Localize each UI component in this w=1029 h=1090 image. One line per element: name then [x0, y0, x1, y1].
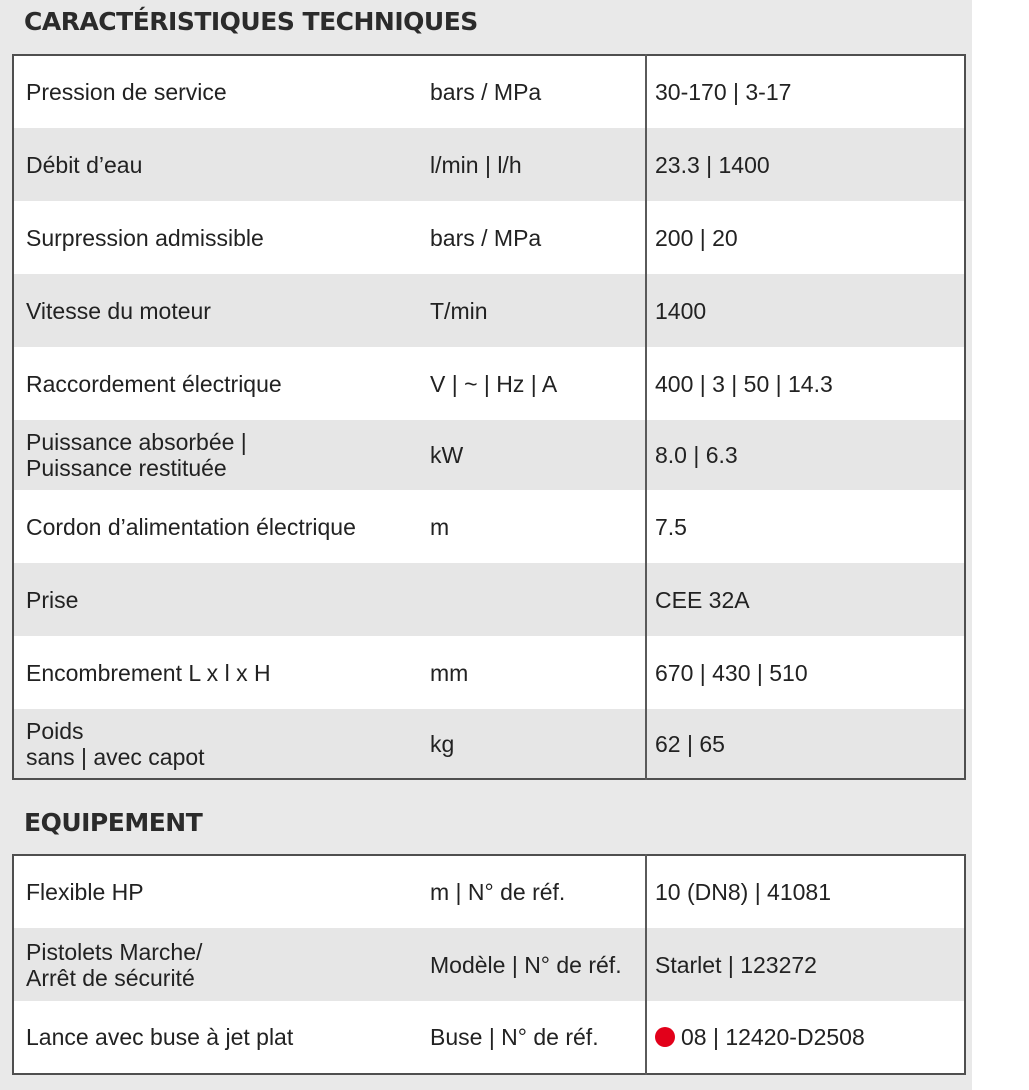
row-unit: V | ~ | Hz | A: [422, 347, 646, 420]
row-value: 1400: [646, 274, 965, 347]
section-title-equipment: EQUIPEMENT: [24, 808, 203, 837]
row-unit: mm: [422, 636, 646, 709]
row-value: 62 | 65: [646, 709, 965, 779]
table-row: [13, 55, 965, 128]
row-label-line: Arrêt de sécurité: [26, 964, 195, 991]
row-label-line: Pistolets Marche/: [26, 938, 203, 965]
row-value: CEE 32A: [646, 563, 965, 636]
table-row: [13, 1001, 965, 1074]
row-label: Surpression admissible: [13, 201, 422, 274]
table-row: [13, 347, 965, 420]
row-label: [13, 709, 422, 779]
row-unit: T/min: [422, 274, 646, 347]
row-label: Flexible HP: [13, 855, 422, 928]
row-value: 8.0 | 6.3: [646, 420, 965, 490]
row-label: Raccordement électrique: [13, 347, 422, 420]
row-label-line: sans | avec capot: [26, 743, 205, 770]
table-row: [13, 709, 965, 779]
row-label: Débit d’eau: [13, 128, 422, 201]
row-value: 400 | 3 | 50 | 14.3: [646, 347, 965, 420]
row-unit: m: [422, 490, 646, 563]
row-value: 200 | 20: [646, 201, 965, 274]
table-row: [13, 420, 965, 490]
row-unit: bars / MPa: [422, 201, 646, 274]
technical-spec-table: [12, 54, 966, 780]
table-row: [13, 928, 965, 1001]
table-row: [13, 128, 965, 201]
row-value: 08 | 12420-D2508: [681, 1024, 865, 1050]
table-row: [13, 636, 965, 709]
row-label: Cordon d’alimentation électrique: [13, 490, 422, 563]
row-value: 7.5: [646, 490, 965, 563]
row-label: Vitesse du moteur: [13, 274, 422, 347]
row-value: Starlet | 123272: [646, 928, 965, 1001]
row-label: [13, 420, 422, 490]
table-row: [13, 201, 965, 274]
row-label: Encombrement L x l x H: [13, 636, 422, 709]
row-value: 670 | 430 | 510: [646, 636, 965, 709]
table-row: [13, 490, 965, 563]
section-title-technical: CARACTÉRISTIQUES TECHNIQUES: [24, 7, 478, 36]
row-label: Pression de service: [13, 55, 422, 128]
equipment-table: [12, 854, 966, 1075]
row-unit: Buse | N° de réf.: [422, 1001, 646, 1074]
row-value: 30-170 | 3-17: [646, 55, 965, 128]
row-value: 10 (DN8) | 41081: [646, 855, 965, 928]
row-label-line: Poids: [26, 717, 84, 744]
row-value: 23.3 | 1400: [646, 128, 965, 201]
row-unit: Modèle | N° de réf.: [422, 928, 646, 1001]
row-unit: kW: [422, 420, 646, 490]
red-dot-icon: [655, 1027, 675, 1047]
row-unit: l/min | l/h: [422, 128, 646, 201]
row-unit: bars / MPa: [422, 55, 646, 128]
table-row: [13, 274, 965, 347]
row-label-line: Puissance absorbée |: [26, 429, 247, 455]
row-unit: [422, 563, 646, 636]
row-unit: m | N° de réf.: [422, 855, 646, 928]
row-label: Lance avec buse à jet plat: [13, 1001, 422, 1074]
table-row: [13, 855, 965, 928]
row-label-line: Puissance restituée: [26, 455, 227, 481]
row-value-with-marker: [646, 1001, 965, 1074]
table-row: [13, 563, 965, 636]
row-unit: kg: [422, 709, 646, 779]
row-label: Prise: [13, 563, 422, 636]
row-label: [13, 928, 422, 1001]
